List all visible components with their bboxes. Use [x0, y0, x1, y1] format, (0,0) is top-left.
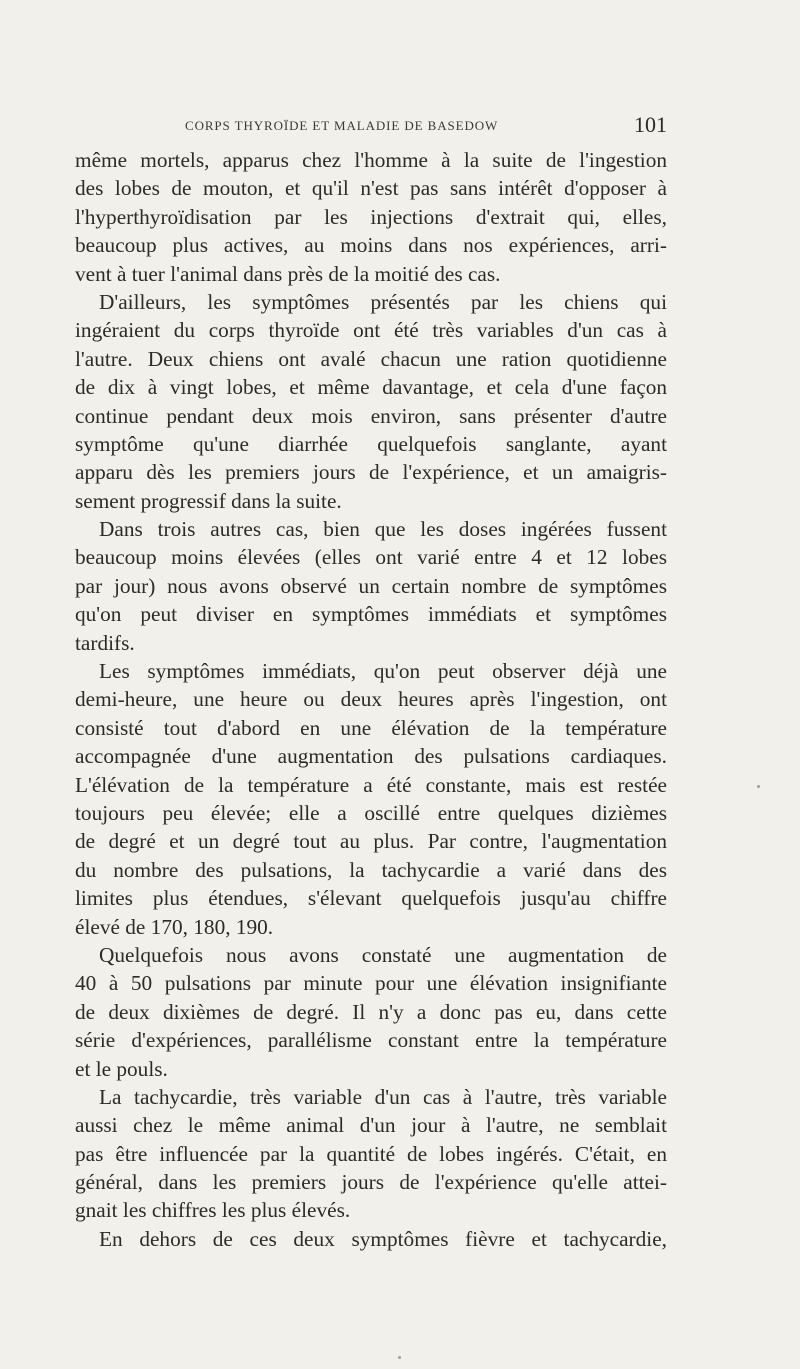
text-line: l'hyperthyroïdisation par les injections d'extrait qui, elles, [75, 204, 667, 229]
text-line: symptôme qu'une diarrhée quelquefois sanglante, ayant [75, 431, 667, 456]
text-line: beaucoup moins élevées (elles ont varié entre 4 et 12 lobes [75, 545, 667, 570]
text-line: du nombre des pulsations, la tachycardie a varié dans des [75, 857, 667, 882]
text-line: limites plus étendues, s'élevant quelquefois jusqu'au chiffre [75, 886, 667, 911]
text-line: Dans trois autres cas, bien que les doses ingérées fussent [99, 517, 667, 542]
body-text [75, 146, 667, 1253]
paper-speck [757, 785, 760, 788]
text-line: général, dans les premiers jours de l'expérience qu'elle attei- [75, 1170, 667, 1195]
text-line: consisté tout d'abord en une élévation de la température [75, 715, 667, 740]
text-line: de dix à vingt lobes, et même davantage, et cela d'une façon [75, 375, 667, 400]
text-line: accompagnée d'une augmentation des pulsations cardiaques. [75, 744, 667, 769]
text-line: l'autre. Deux chiens ont avalé chacun une ration quotidienne [75, 346, 667, 371]
text-line: série d'expériences, parallélisme constant entre la température [75, 1028, 667, 1053]
text-line: En dehors de ces deux symptômes fièvre et tachycardie, [99, 1226, 667, 1251]
text-line: tardifs. [75, 630, 135, 655]
text-line: ingéraient du corps thyroïde ont été très variables d'un cas à [75, 318, 667, 343]
text-line: 40 à 50 pulsations par minute pour une élévation insignifiante [75, 971, 667, 996]
text-line: beaucoup plus actives, au moins dans nos expériences, arri- [75, 233, 667, 258]
text-line: toujours peu élevée; elle a oscillé entre quelques dizièmes [75, 800, 667, 825]
text-line: D'ailleurs, les symptômes présentés par les chiens qui [99, 289, 667, 314]
text-line: pas être influencée par la quantité de lobes ingérés. C'était, en [75, 1141, 667, 1166]
text-line: aussi chez le même animal d'un jour à l'autre, ne semblait [75, 1113, 667, 1138]
text-line: et le pouls. [75, 1056, 168, 1081]
text-line: de deux dixièmes de degré. Il n'y a donc pas eu, dans cette [75, 999, 667, 1024]
running-title: CORPS THYROÏDE ET MALADIE DE BASEDOW [185, 118, 499, 133]
text-line: La tachycardie, très variable d'un cas à l'autre, très variable [99, 1084, 667, 1109]
page-number: 101 [634, 112, 667, 137]
paper-speck [398, 1356, 401, 1359]
text-line: sement progressif dans la suite. [75, 488, 342, 513]
text-line: par jour) nous avons observé un certain nombre de symptômes [75, 573, 667, 598]
text-line: Les symptômes immédiats, qu'on peut observer déjà une [99, 659, 667, 684]
text-line: des lobes de mouton, et qu'il n'est pas sans intérêt d'opposer à [75, 176, 667, 201]
text-line: continue pendant deux mois environ, sans présenter d'autre [75, 403, 667, 428]
text-line: Quelquefois nous avons constaté une augmentation de [99, 942, 667, 967]
text-line: même mortels, apparus chez l'homme à la suite de l'ingestion [75, 148, 667, 172]
text-line: de degré et un degré tout au plus. Par contre, l'augmentation [75, 829, 667, 854]
text-line: gnait les chiffres les plus élevés. [75, 1198, 351, 1223]
text-line: L'élévation de la température a été constante, mais est restée [75, 772, 667, 797]
text-line: demi-heure, une heure ou deux heures après l'ingestion, ont [75, 687, 667, 712]
text-line: vent à tuer l'animal dans près de la moitié des cas. [75, 261, 501, 286]
text-line: élevé de 170, 180, 190. [75, 914, 274, 939]
running-head [73, 112, 667, 138]
text-line: apparu dès les premiers jours de l'expérience, et un amaigris- [75, 460, 667, 485]
text-line: qu'on peut diviser en symptômes immédiats et symptômes [75, 602, 667, 627]
